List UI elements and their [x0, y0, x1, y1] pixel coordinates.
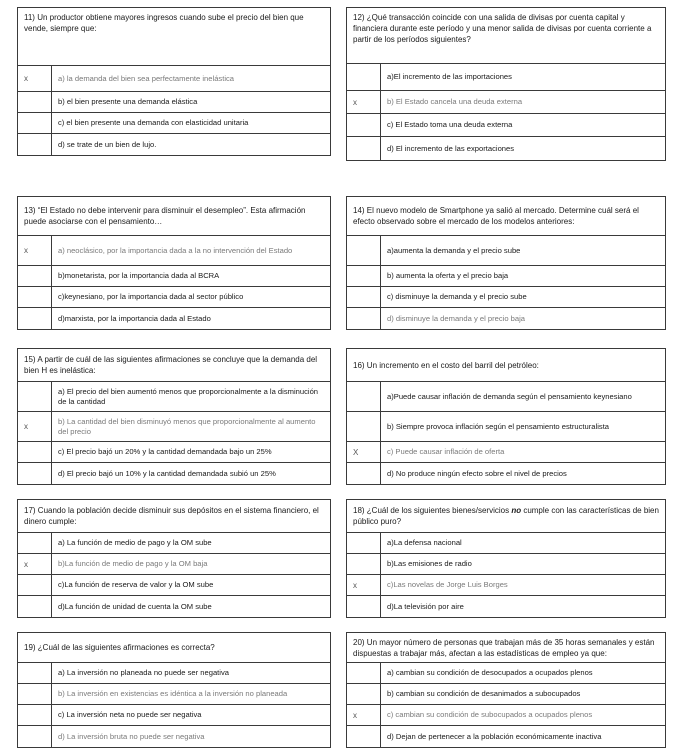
- answer-text: b) aumenta la oferta y el precio baja: [387, 271, 509, 280]
- answer-text: a)El incremento de las importaciones: [387, 72, 512, 81]
- answer-option[interactable]: [347, 596, 665, 617]
- answer-option[interactable]: [18, 463, 330, 484]
- answer-mark: [347, 236, 381, 265]
- answer-option[interactable]: [18, 705, 330, 726]
- answer-text: a)Puede causar inflación de demanda según el pensamiento keynesiano: [387, 391, 632, 401]
- answer-text: b) El Estado cancela una deuda externa: [387, 97, 523, 106]
- question-text-part: 18) ¿Cuál de los siguientes bienes/servicios: [353, 506, 512, 515]
- answer-option[interactable]: [347, 412, 665, 442]
- answer-mark: x: [347, 91, 381, 113]
- question-text: 16) Un incremento en el costo del barril del petróleo:: [347, 349, 665, 382]
- answer-mark: [18, 684, 52, 704]
- answer-mark: X: [347, 442, 381, 462]
- answer-text: a)La defensa nacional: [387, 538, 462, 547]
- answer-text: b) La inversión en existencias es idéntica a la inversión no planeada: [58, 689, 288, 698]
- answer-mark: x: [18, 236, 52, 265]
- answer-option[interactable]: [347, 705, 665, 726]
- answer-text: a) El precio del bien aumentó menos que proporcionalmente a la disminución de la cantidad: [58, 386, 319, 406]
- answer-text: a) cambian su condición de desocupados a ocupados plenos: [387, 668, 593, 677]
- answer-mark: [18, 663, 52, 683]
- answer-option[interactable]: [347, 91, 665, 114]
- answer-mark: [18, 382, 52, 411]
- question-card-q14: [346, 196, 666, 330]
- answer-mark: [347, 463, 381, 484]
- answer-option[interactable]: [18, 382, 330, 412]
- answer-mark: [347, 533, 381, 553]
- answer-mark: [347, 137, 381, 160]
- answer-option[interactable]: [347, 382, 665, 412]
- answer-text: d) Dejan de pertenecer a la población económicamente inactiva: [387, 731, 602, 741]
- question-text: 15) A partir de cuál de las siguientes afirmaciones se concluye que la demanda del bien H es inelástica:: [18, 349, 330, 382]
- answer-mark: [347, 596, 381, 617]
- answer-option[interactable]: [347, 726, 665, 747]
- answer-text: c) cambian su condición de subocupados a ocupados plenos: [387, 710, 593, 719]
- question-card-q20: [346, 632, 666, 748]
- answer-text: a) la demanda del bien sea perfectamente inelástica: [58, 73, 235, 83]
- answer-mark: [347, 663, 381, 683]
- answer-option[interactable]: [18, 442, 330, 463]
- answer-mark: [347, 64, 381, 90]
- answer-text: b) el bien presente una demanda elástica: [58, 97, 198, 106]
- question-card-q12: [346, 7, 666, 161]
- answer-mark: [18, 705, 52, 725]
- answer-text: c) disminuye la demanda y el precio sube: [387, 292, 527, 301]
- answer-text: d)La televisión por aire: [387, 601, 464, 611]
- answer-text: a) La función de medio de pago y la OM sube: [58, 538, 212, 547]
- answer-option[interactable]: [347, 287, 665, 308]
- question-text: [347, 500, 665, 533]
- answer-mark: [18, 266, 52, 286]
- answer-text: a) neoclásico, por la importancia dada a la no intervención del Estado: [58, 245, 293, 255]
- answer-option[interactable]: [347, 137, 665, 160]
- answer-text: c) El Estado toma una deuda externa: [387, 120, 513, 129]
- answer-mark: [18, 287, 52, 307]
- answer-text: d) La inversión bruta no puede ser negativa: [58, 731, 205, 741]
- answer-mark: [18, 308, 52, 329]
- answer-mark: [347, 382, 381, 411]
- answer-text: d) El precio bajó un 10% y la cantidad demandada subió un 25%: [58, 468, 276, 478]
- answer-mark: [18, 533, 52, 553]
- answer-text: b) Siempre provoca inflación según el pensamiento estructuralista: [387, 421, 610, 431]
- answer-text: b)monetarista, por la importancia dada al BCRA: [58, 271, 220, 280]
- answer-mark: [347, 287, 381, 307]
- question-text: 17) Cuando la población decide disminuir sus depósitos en el sistema financiero, el dinero cumple:: [18, 500, 330, 533]
- answer-option[interactable]: [18, 684, 330, 705]
- answer-option[interactable]: [347, 266, 665, 287]
- answer-mark: [18, 596, 52, 617]
- answer-option[interactable]: [18, 134, 330, 155]
- answer-mark: [347, 554, 381, 574]
- answer-option[interactable]: [18, 113, 330, 134]
- answer-mark: [18, 463, 52, 484]
- answer-option[interactable]: [18, 266, 330, 287]
- question-card-q13: [17, 196, 331, 330]
- answer-option[interactable]: [18, 575, 330, 596]
- answer-mark: [18, 92, 52, 112]
- answer-text: d) No produce ningún efecto sobre el nivel de precios: [387, 468, 567, 478]
- answer-mark: [347, 726, 381, 747]
- answer-text: c) El precio bajó un 20% y la cantidad demandada bajo un 25%: [58, 447, 272, 456]
- question-text: 12) ¿Qué transacción coincide con una salida de divisas por cuenta capital y financiera durante este período y una menor salida de divisas por cuenta corriente a partir de los períodos siguientes?: [347, 8, 665, 64]
- answer-option[interactable]: [18, 533, 330, 554]
- question-text: 20) Un mayor número de personas que trabajan más de 35 horas semanales y están dispuestas a trabajar más, afectan a las estadísticas de empleo ya que:: [347, 633, 665, 663]
- answer-option[interactable]: [18, 554, 330, 575]
- answer-text: d) se trate de un bien de lujo.: [58, 139, 157, 149]
- answer-option[interactable]: [347, 575, 665, 596]
- answer-text: b)Las emisiones de radio: [387, 559, 472, 568]
- answer-option[interactable]: [18, 236, 330, 266]
- answer-text: a) La inversión no planeada no puede ser negativa: [58, 668, 229, 677]
- answer-text: b) cambian su condición de desanimados a subocupados: [387, 689, 581, 698]
- answer-mark: [18, 575, 52, 595]
- answer-option[interactable]: [18, 66, 330, 92]
- question-card-q18: [346, 499, 666, 618]
- answer-text: c)La función de reserva de valor y la OM sube: [58, 580, 214, 589]
- answer-text: c)keynesiano, por la importancia dada al sector público: [58, 292, 244, 301]
- answer-option[interactable]: [18, 287, 330, 308]
- question-card-q19: [17, 632, 331, 748]
- answer-text: d)La función de unidad de cuenta la OM sube: [58, 601, 212, 611]
- answer-option[interactable]: [347, 663, 665, 684]
- question-text-part: cumple con las características de bien público puro?: [353, 506, 659, 526]
- answer-text: a)aumenta la demanda y el precio sube: [387, 245, 521, 255]
- answer-text: d)marxista, por la importancia dada al Estado: [58, 313, 211, 323]
- answer-mark: x: [347, 575, 381, 595]
- answer-mark: [347, 114, 381, 136]
- answer-option[interactable]: [347, 533, 665, 554]
- question-text: 11) Un productor obtiene mayores ingresos cuando sube el precio del bien que vende, siempre que:: [18, 8, 330, 66]
- question-card-q17: [17, 499, 331, 618]
- answer-option[interactable]: [347, 463, 665, 484]
- answer-text: c) Puede causar inflación de oferta: [387, 447, 505, 456]
- answer-text: b)La función de medio de pago y la OM baja: [58, 559, 208, 568]
- question-text: 13) “El Estado no debe intervenir para disminuir el desempleo”. Esta afirmación puede asociarse con el pensamiento…: [18, 197, 330, 236]
- answer-mark: x: [347, 705, 381, 725]
- question-text: 19) ¿Cuál de las siguientes afirmaciones es correcta?: [18, 633, 330, 663]
- answer-option[interactable]: [18, 596, 330, 617]
- answer-mark: [18, 726, 52, 747]
- answer-mark: [18, 134, 52, 155]
- answer-option[interactable]: [347, 684, 665, 705]
- answer-option[interactable]: [347, 554, 665, 575]
- answer-option[interactable]: [18, 308, 330, 329]
- answer-text: c) La inversión neta no puede ser negativa: [58, 710, 202, 719]
- question-card-q16: [346, 348, 666, 485]
- answer-option[interactable]: [347, 442, 665, 463]
- question-text: 14) El nuevo modelo de Smartphone ya salió al mercado. Determine cuál será el efecto observado sobre el mercado de los modelos anteriores:: [347, 197, 665, 236]
- answer-option[interactable]: [347, 114, 665, 137]
- answer-mark: [347, 308, 381, 329]
- answer-option[interactable]: [347, 308, 665, 329]
- answer-text: b) La cantidad del bien disminuyó menos que proporcionalmente al aumento del precio: [58, 416, 316, 436]
- answer-mark: x: [18, 412, 52, 441]
- answer-text: d) disminuye la demanda y el precio baja: [387, 313, 526, 323]
- answer-mark: [347, 266, 381, 286]
- answer-option[interactable]: [18, 92, 330, 113]
- question-card-q11: [17, 7, 331, 156]
- answer-option[interactable]: [18, 663, 330, 684]
- answer-mark: [18, 113, 52, 133]
- answer-option[interactable]: [18, 726, 330, 747]
- answer-mark: [347, 412, 381, 441]
- answer-text: c)Las novelas de Jorge Luis Borges: [387, 580, 508, 589]
- answer-mark: [18, 442, 52, 462]
- answer-mark: x: [18, 554, 52, 574]
- answer-text: c) el bien presente una demanda con elasticidad unitaria: [58, 118, 249, 127]
- answer-option[interactable]: [347, 64, 665, 91]
- question-card-q15: [17, 348, 331, 485]
- answer-text: d) El incremento de las exportaciones: [387, 143, 515, 153]
- answer-mark: x: [18, 66, 52, 91]
- question-emphasis: no: [511, 506, 522, 515]
- answer-option[interactable]: [347, 236, 665, 266]
- answer-mark: [347, 684, 381, 704]
- answer-option[interactable]: [18, 412, 330, 442]
